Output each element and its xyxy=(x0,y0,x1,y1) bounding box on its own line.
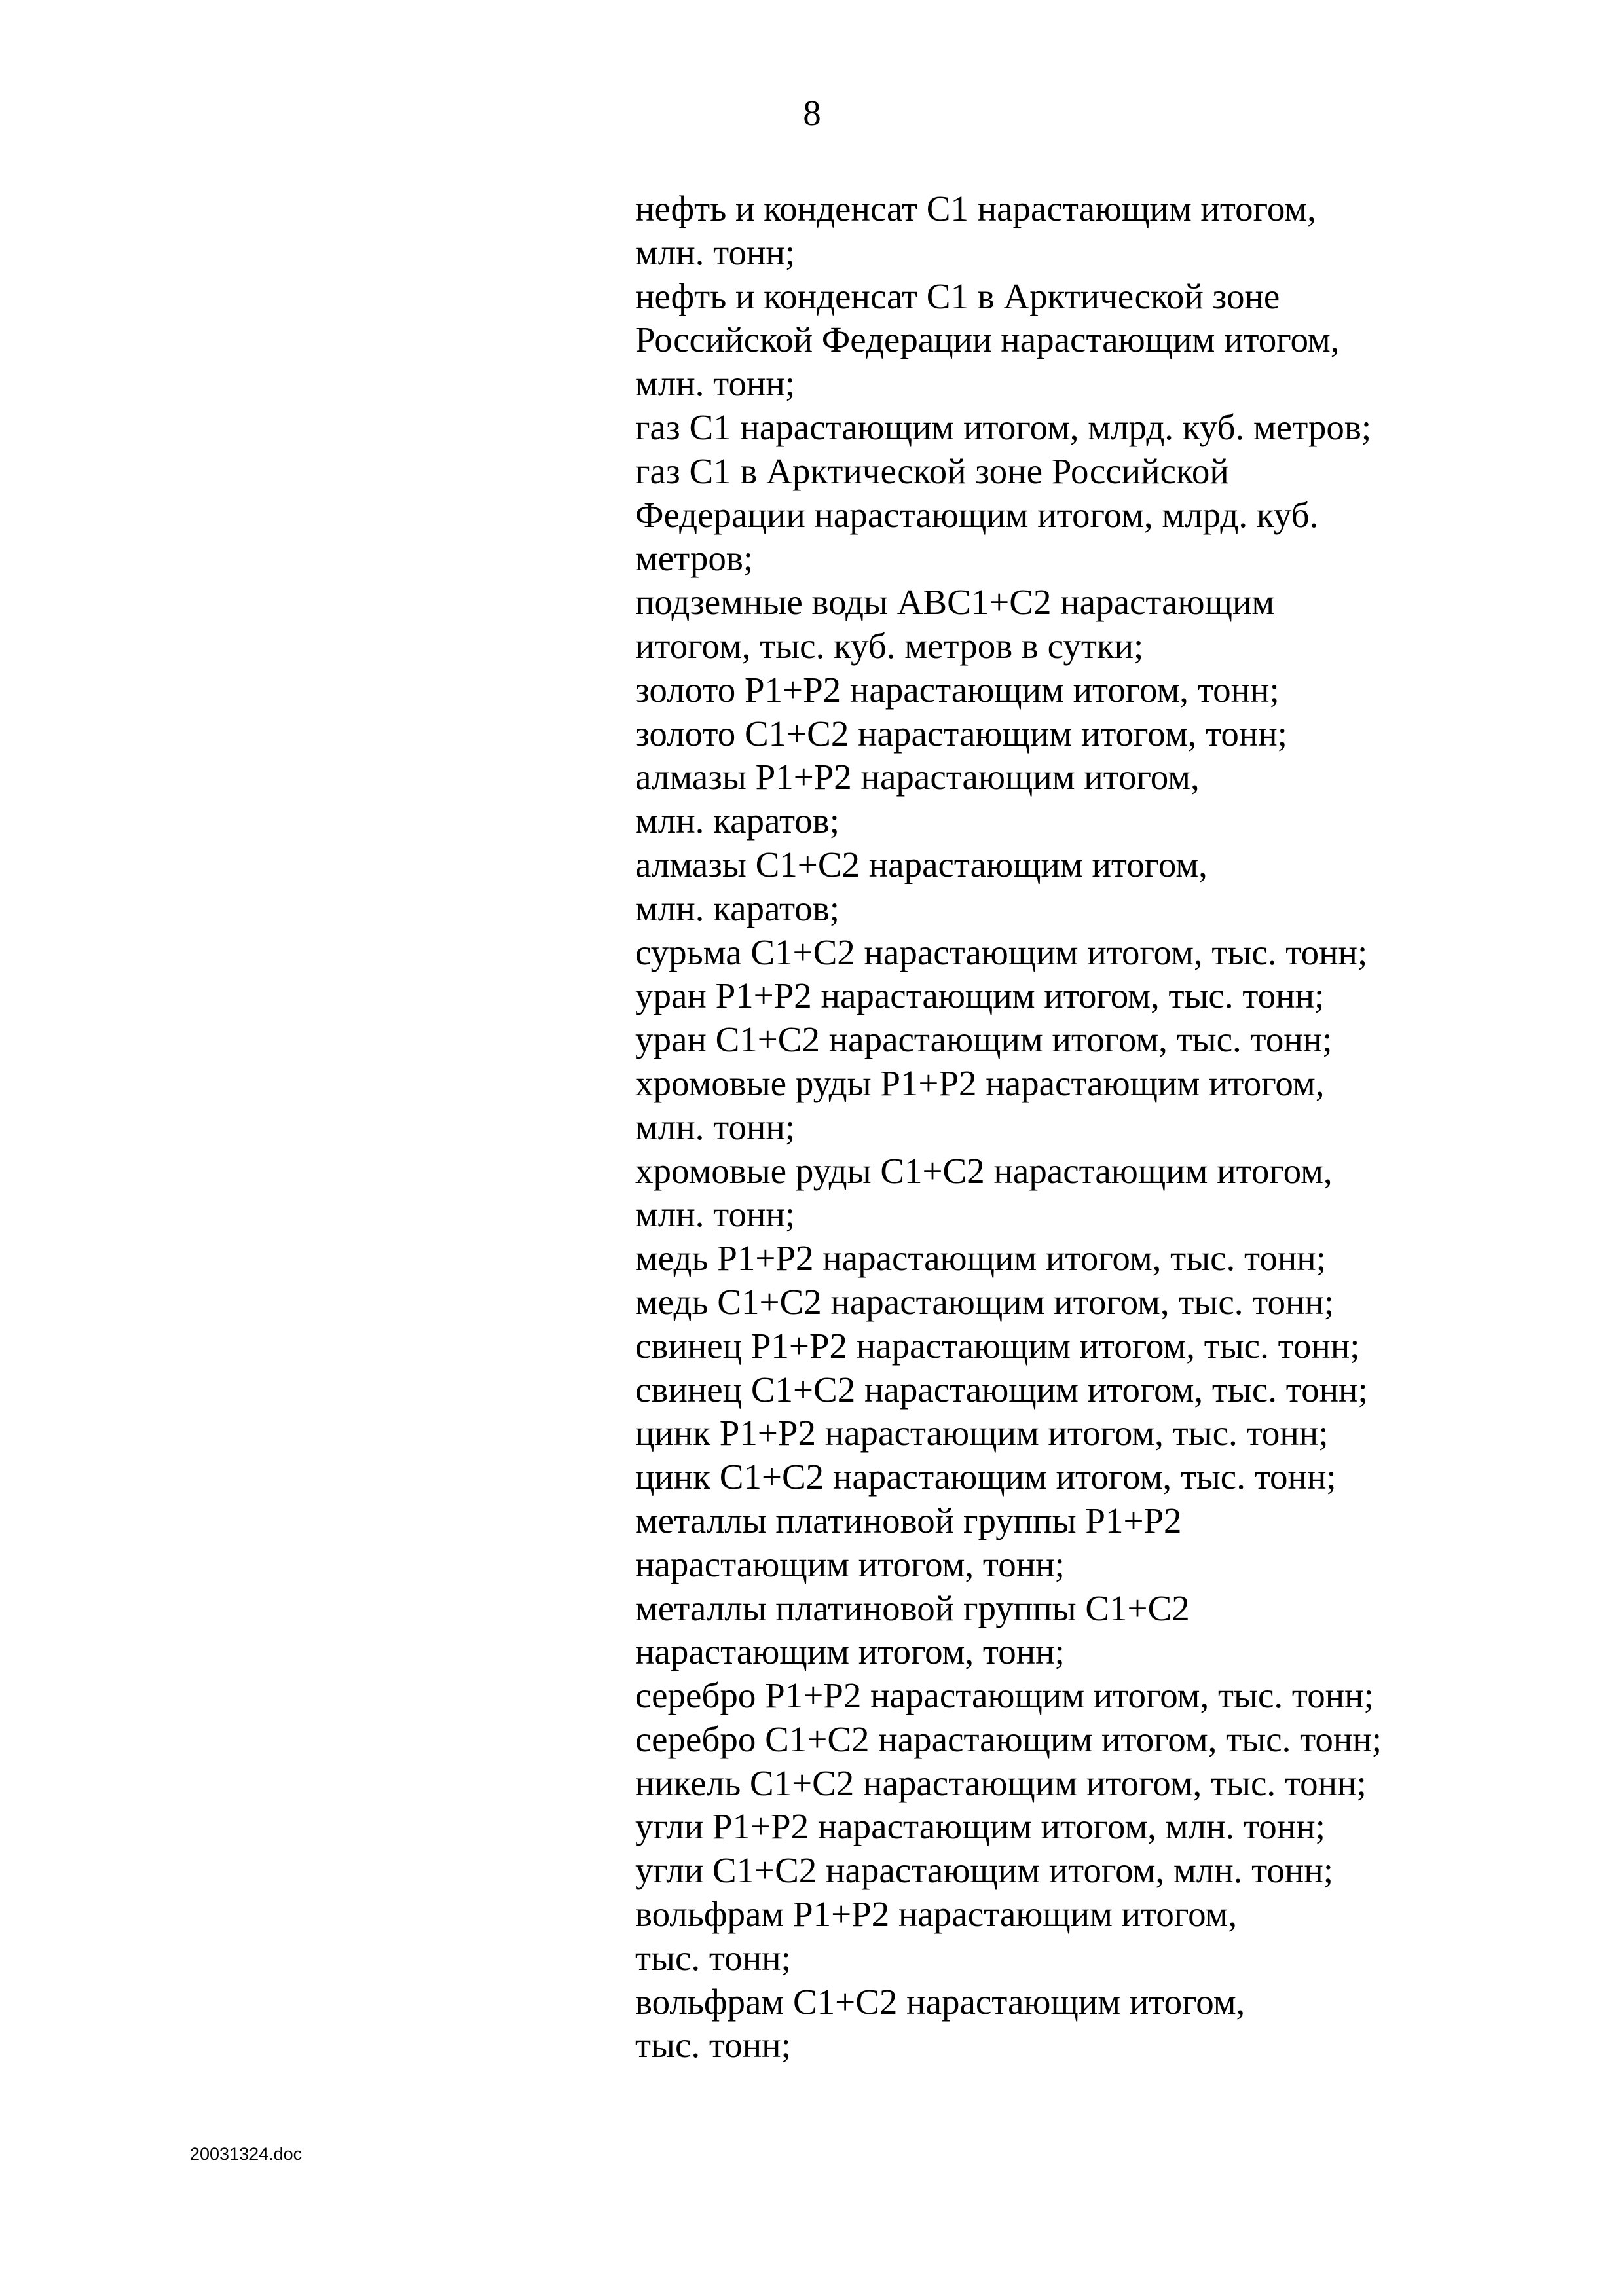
text-line: млн. тонн; xyxy=(635,232,796,272)
text-line: нефть и конденсат С1 нарастающим итогом, xyxy=(635,189,1316,228)
text-line: млн. тонн; xyxy=(635,1194,796,1235)
text-line: цинк Р1+Р2 нарастающим итогом, тыс. тонн; xyxy=(635,1413,1329,1453)
text-line: Федерации нарастающим итогом, млрд. куб. xyxy=(635,494,1319,535)
text-line: алмазы Р1+Р2 нарастающим итогом, xyxy=(635,757,1200,797)
text-line: угли Р1+Р2 нарастающим итогом, млн. тонн; xyxy=(635,1806,1325,1847)
text-line: никель С1+С2 нарастающим итогом, тыс. тонн; xyxy=(635,1762,1367,1803)
text-line: медь Р1+Р2 нарастающим итогом, тыс. тонн; xyxy=(635,1238,1327,1279)
text-line: алмазы С1+С2 нарастающим итогом, xyxy=(635,844,1208,884)
text-line: вольфрам Р1+Р2 нарастающим итогом, xyxy=(635,1894,1238,1935)
text-line: золото С1+С2 нарастающим итогом, тонн; xyxy=(635,713,1287,754)
text-line: свинец Р1+Р2 нарастающим итогом, тыс. тонн; xyxy=(635,1325,1360,1366)
text-line: Российской Федерации нарастающим итогом, xyxy=(635,319,1340,360)
text-line: нарастающим итогом, тонн; xyxy=(635,1544,1065,1584)
text-line: хромовые руды С1+С2 нарастающим итогом, xyxy=(635,1150,1333,1191)
text-line: газ С1 в Арктической зоне Российской xyxy=(635,450,1229,491)
text-line: хромовые руды Р1+Р2 нарастающим итогом, xyxy=(635,1063,1325,1103)
text-line: свинец С1+С2 нарастающим итогом, тыс. тонн; xyxy=(635,1369,1368,1410)
text-line: серебро С1+С2 нарастающим итогом, тыс. тонн; xyxy=(635,1719,1382,1759)
text-line: тыс. тонн; xyxy=(635,1937,791,1978)
text-line: тыс. тонн; xyxy=(635,2025,791,2066)
text-line: вольфрам С1+С2 нарастающим итогом, xyxy=(635,1981,1246,2022)
text-line: цинк С1+С2 нарастающим итогом, тыс. тонн; xyxy=(635,1457,1337,1497)
text-line: метров; xyxy=(635,538,754,579)
text-line: уран Р1+Р2 нарастающим итогом, тыс. тонн; xyxy=(635,975,1325,1016)
footer-filename: 20031324.doc xyxy=(190,2144,303,2164)
text-line: сурьма С1+С2 нарастающим итогом, тыс. тонн; xyxy=(635,932,1368,972)
text-line: металлы платиновой группы С1+С2 xyxy=(635,1588,1190,1628)
text-line: угли С1+С2 нарастающим итогом, млн. тонн; xyxy=(635,1850,1334,1891)
text-line: млн. каратов; xyxy=(635,888,840,928)
text-line: итогом, тыс. куб. метров в сутки; xyxy=(635,625,1144,666)
text-line: нарастающим итогом, тонн; xyxy=(635,1631,1065,1672)
text-line: уран С1+С2 нарастающим итогом, тыс. тонн; xyxy=(635,1019,1333,1060)
text-line: нефть и конденсат С1 в Арктической зоне xyxy=(635,276,1280,316)
text-line: золото Р1+Р2 нарастающим итогом, тонн; xyxy=(635,669,1280,710)
text-line: млн. тонн; xyxy=(635,1106,796,1147)
page-number: 8 xyxy=(803,93,821,133)
text-line: серебро Р1+Р2 нарастающим итогом, тыс. тонн; xyxy=(635,1675,1374,1716)
document-body xyxy=(635,187,1572,2068)
text-line: медь С1+С2 нарастающим итогом, тыс. тонн; xyxy=(635,1281,1335,1322)
text-line: металлы платиновой группы Р1+Р2 xyxy=(635,1500,1182,1540)
text-line: подземные воды АВС1+С2 нарастающим xyxy=(635,582,1275,623)
text-line: млн. тонн; xyxy=(635,363,796,404)
text-line: газ С1 нарастающим итогом, млрд. куб. метров; xyxy=(635,407,1372,447)
text-line: млн. каратов; xyxy=(635,801,840,841)
